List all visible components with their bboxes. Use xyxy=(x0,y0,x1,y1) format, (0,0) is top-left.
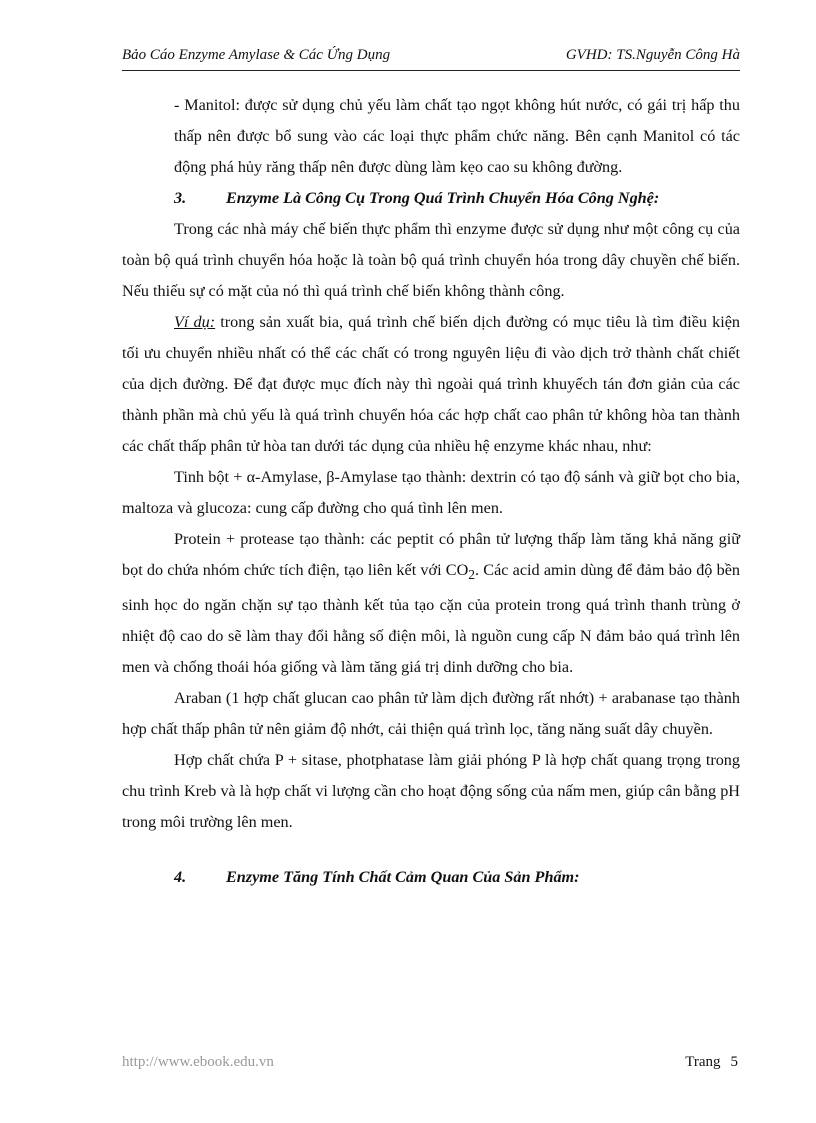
section-heading-4 xyxy=(122,862,740,893)
page-number: 5 xyxy=(730,1054,738,1070)
section-title-3: Enzyme Là Công Cụ Trong Quá Trình Chuyển Hóa Công Nghệ: xyxy=(226,189,660,207)
protein-text-a: Protein + protease tạo thành: các peptit có phân tử lượng thấp làm tăng khả năng giữ bọt do chứa nhóm chức tích điện, tạo liên kết với CO xyxy=(122,530,740,579)
page-content xyxy=(122,90,740,893)
paragraph-protein xyxy=(122,524,740,683)
example-text: trong sản xuất bia, quá trình chế biến dịch đường có mục tiêu là tìm điều kiện tối ưu chuyển nhiều nhất có thể các chất có trong nguyên liệu đi vào dịch trở thành chất chiết của dịch đường. Để đạt được mục đích này thì ngoài quá trình khuyếch tán đơn giản của các thành phần mà chủ yếu là quá trình chuyển hóa các hợp chất cao phân tử không hòa tan thành các chất thấp phân tử hòa tan dưới tác dụng của nhiều hệ enzyme khác nhau, như: xyxy=(122,313,740,455)
paragraph-manitol: - Manitol: được sử dụng chủ yếu làm chất tạo ngọt không hút nước, có gái trị hấp thu thấp nên được bổ sung vào các loại thực phẩm chức năng. Bên cạnh Manitol có tác động phá hủy răng thấp nên được dùng làm kẹo cao su không đường. xyxy=(174,96,740,176)
paragraph-enzyme-tool: Trong các nhà máy chế biến thực phẩm thì enzyme được sử dụng như một công cụ của toàn bộ quá trình chuyển hóa hoặc là toàn bộ quá trình chuyển hóa trong dây chuyền chế biến. Nếu thiếu sự có mặt của nó thì quá trình chế biến không thành công. xyxy=(122,220,740,300)
header-advisor: GVHD: TS.Nguyễn Công Hà xyxy=(565,47,740,63)
co2-subscript: 2 xyxy=(468,567,476,583)
section-number-4: 4. xyxy=(174,868,187,887)
section-title-4: Enzyme Tăng Tính Chất Cảm Quan Của Sản Phẩm: xyxy=(226,868,580,887)
footer-url[interactable]: http://www.ebook.edu.vn xyxy=(122,1054,274,1070)
page-indicator xyxy=(685,1054,738,1071)
paragraph-starch: Tinh bột + α-Amylase, β-Amylase tạo thành: dextrin có tạo độ sánh và giữ bọt cho bia, maltoza và glucoza: cung cấp đường cho quá tình lên men. xyxy=(122,468,740,517)
page-footer xyxy=(122,1054,740,1078)
paragraph-example xyxy=(122,307,740,462)
section-heading-3 xyxy=(122,183,740,214)
page-label: Trang xyxy=(685,1054,721,1070)
protein-text-b: . Các acid amin dùng để đảm bảo độ bền sinh học do ngăn chặn sự tạo thành kết tủa tạo cặn của protein trong quá trình thanh trùng ở nhiệt độ cao do sẽ làm thay đổi hằng số điện môi, là nguồn cung cấp N đảm bảo quá trình lên men và chống thoái hóa giống và làm tăng giá trị dinh dưỡng cho bia. xyxy=(122,561,740,677)
example-label: Ví dụ: xyxy=(174,313,216,331)
page-header xyxy=(122,46,740,71)
paragraph-araban: Araban (1 hợp chất glucan cao phân tử làm dịch đường rất nhớt) + arabanase tạo thành hợp chất thấp phân tử nên giảm độ nhớt, cải thiện quá trình lọc, tăng năng suất dây chuyền. xyxy=(122,689,740,739)
paragraph-phosphate: Hợp chất chứa P + sitase, photphatase làm giải phóng P là hợp chất quang trọng trong chu trình Kreb và là hợp chất vi lượng cần cho hoạt động sống của nấm men, giúp cân bằng pH trong môi trường lên men. xyxy=(122,751,740,832)
section-number-3: 3. xyxy=(174,189,187,207)
header-title: Bảo Cáo Enzyme Amylase & Các Ứng Dụng xyxy=(122,47,391,63)
